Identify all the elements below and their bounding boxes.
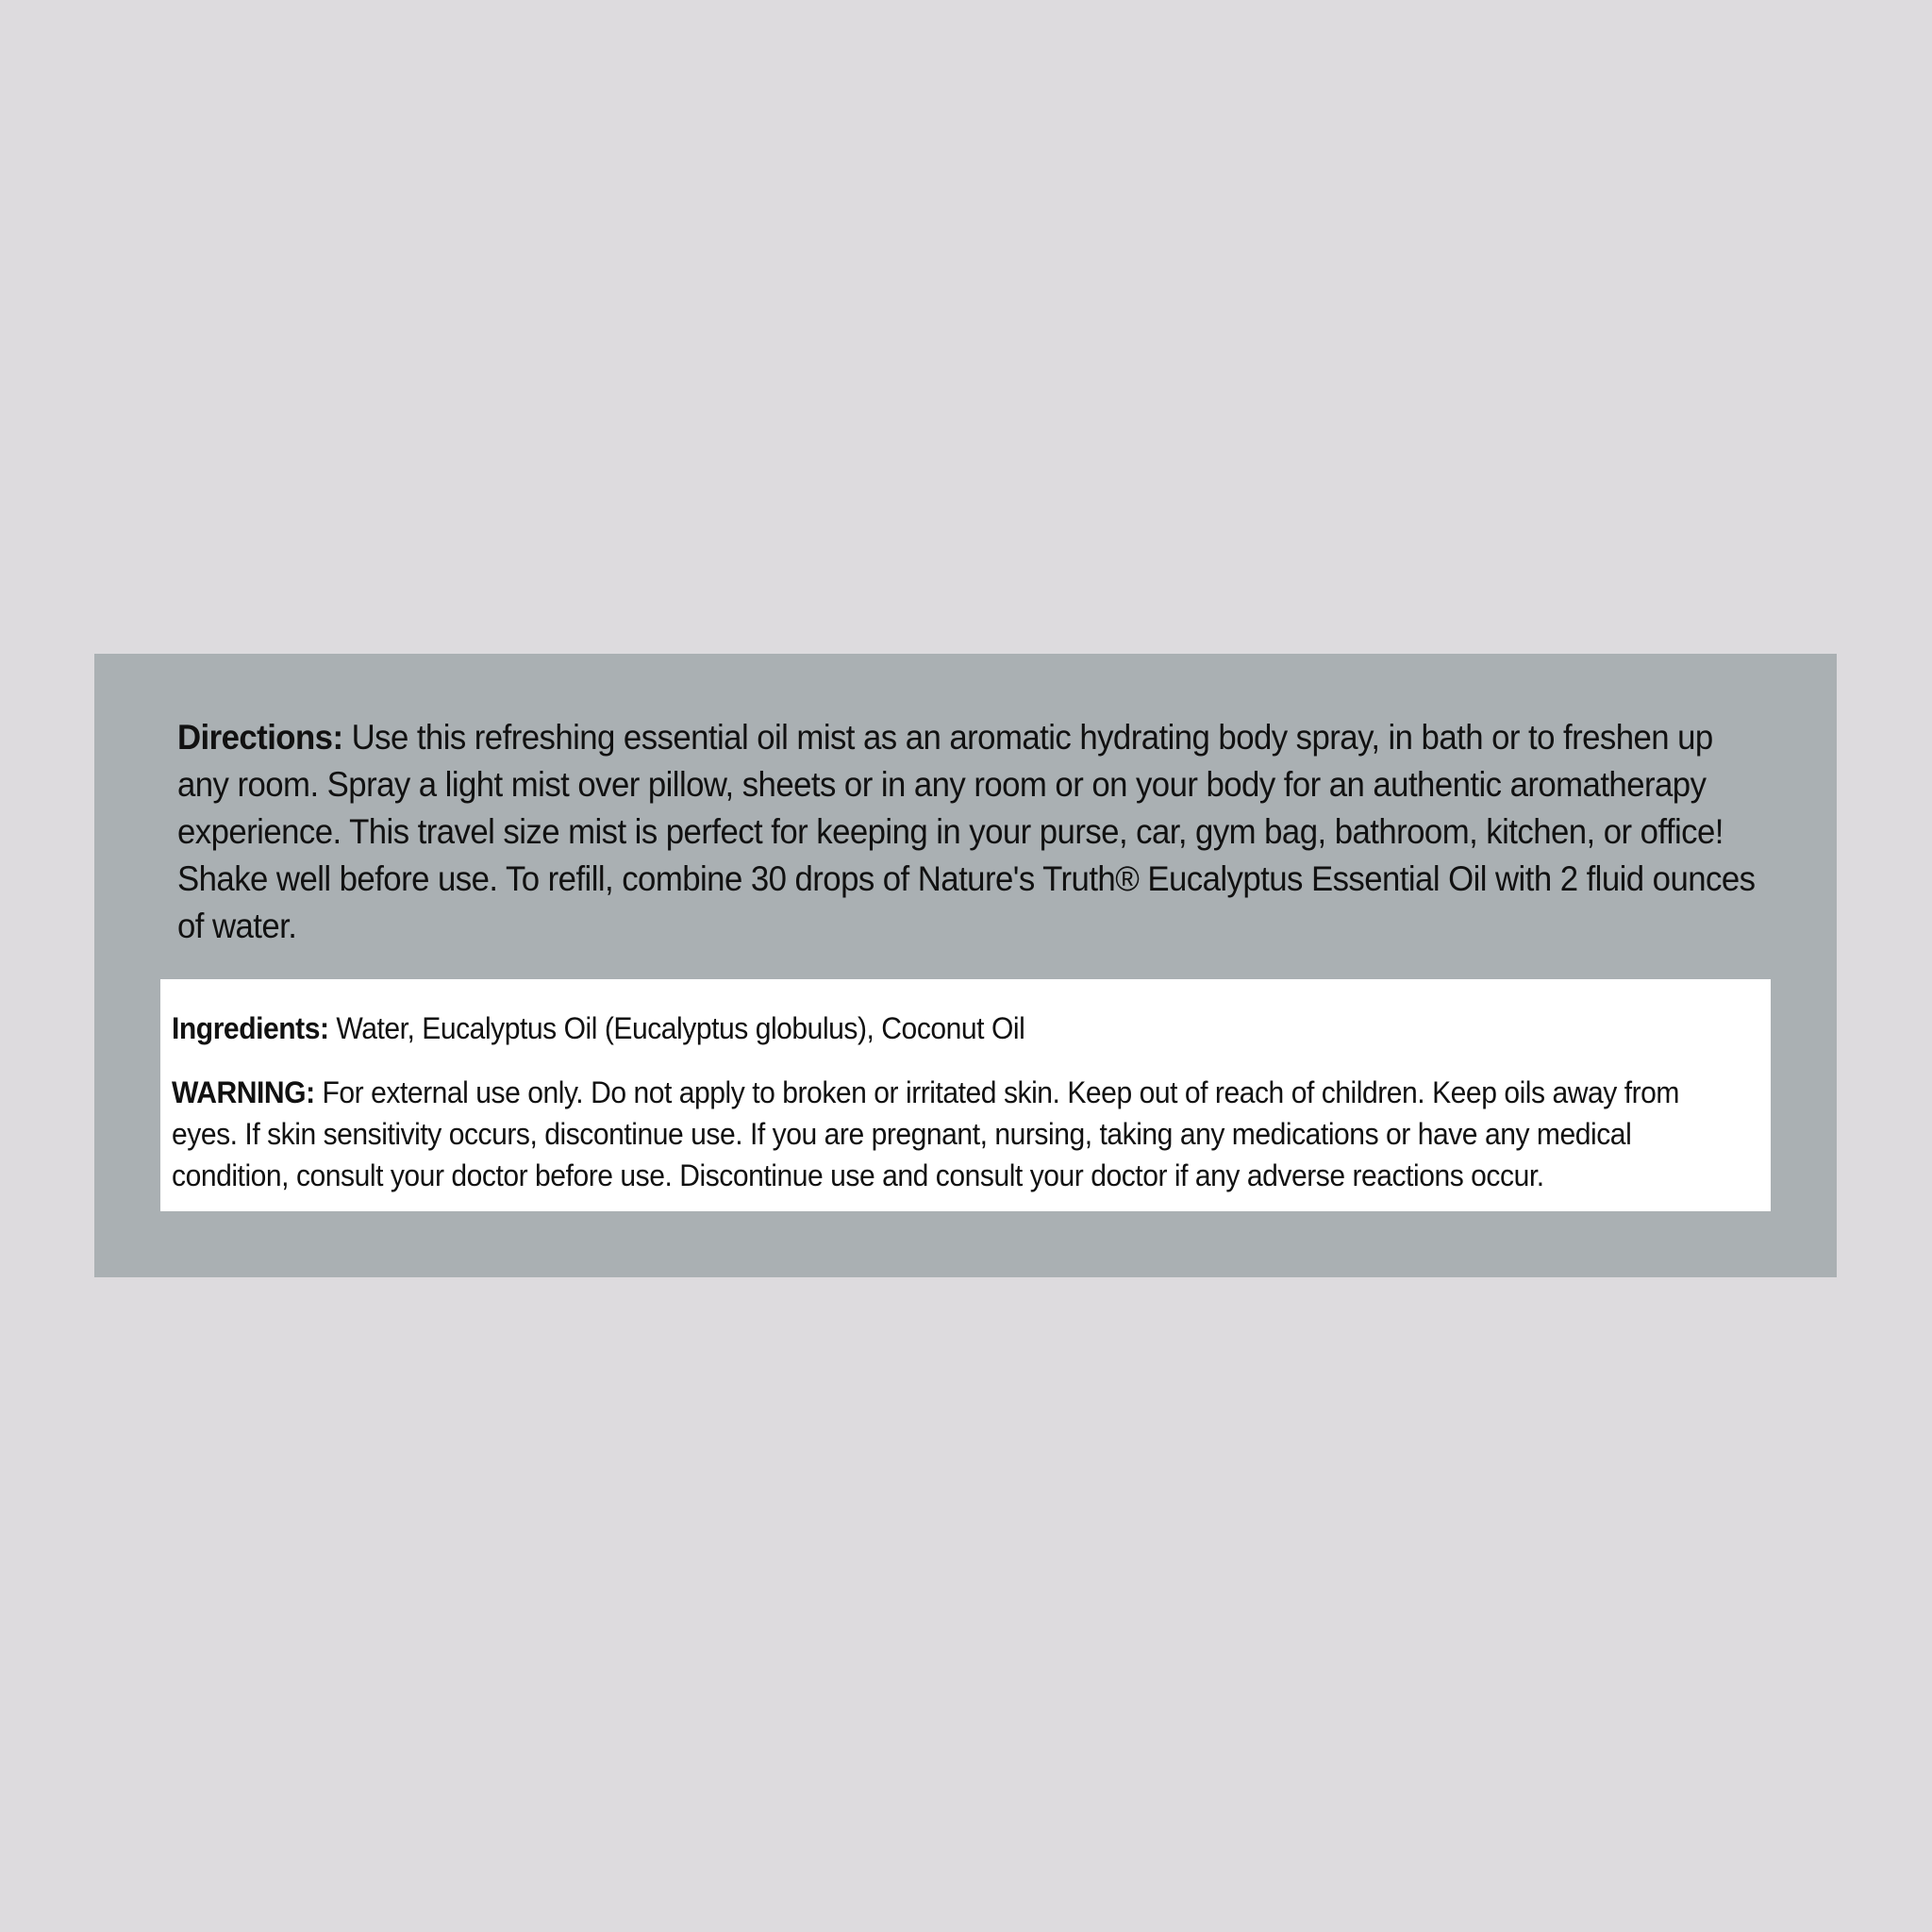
warning-text: For external use only. Do not apply to broken or irritated skin. Keep out of reach of children. Keep oils away from eyes. If skin sensitivity occurs, discontinue use. If you are pregnant, nursing, taking any medications or have any medical condition, consult your doctor before use. Discontinue use and consult your doctor if any adverse reactions occur. (172, 1075, 1679, 1192)
warning-paragraph (172, 1072, 1750, 1196)
directions-panel (94, 654, 1837, 1277)
directions-paragraph (177, 714, 1756, 950)
directions-label: Directions: (177, 718, 343, 757)
ingredients-label: Ingredients: (172, 1011, 329, 1045)
ingredients-paragraph (172, 1008, 1750, 1049)
ingredients-text: Water, Eucalyptus Oil (Eucalyptus globulus), Coconut Oil (328, 1011, 1025, 1045)
warning-label: WARNING: (172, 1075, 315, 1109)
ingredients-warning-box (160, 979, 1771, 1211)
directions-text: Use this refreshing essential oil mist as an aromatic hydrating body spray, in bath or to freshen up any room. Spray a light mist over pillow, sheets or in any room or on your body for an authentic aromatherapy experience. This travel size mist is perfect for keeping in your purse, car, gym bag, bathroom, kitchen, or office! Shake well before use. To refill, combine 30 drops of Nature's Truth® Eucalyptus Essential Oil with 2 fluid ounces of water. (177, 718, 1756, 945)
